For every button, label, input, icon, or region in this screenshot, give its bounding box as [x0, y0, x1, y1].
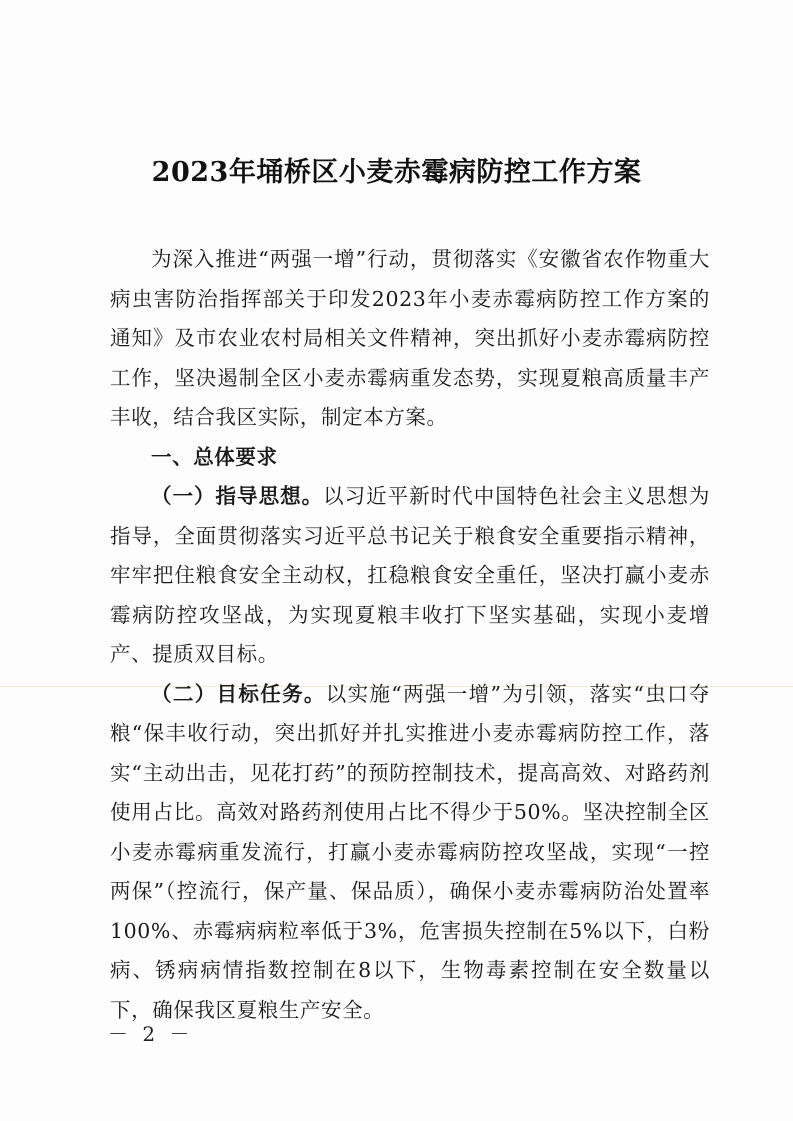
document-body	[110, 240, 710, 1030]
guiding-ideology-paragraph	[110, 477, 710, 675]
section-heading-general-requirements: 一、总体要求	[151, 444, 278, 469]
target-tasks-text: 以实施“两强一增”为引领，落实“虫口夺粮“保丰收行动，突出抓好并扎实推进小麦赤霉病防控工作，落实“主动出击，见花打药”的预防控制技术，提高高效、对路药剂使用占比。高效对路药剂使用占比不得少于50%。坚决控制全区小麦赤霉病重发流行，打赢小麦赤霉病防控攻坚战，实现“一控两保”（控流行，保产量、保品质），确保小麦赤霉病防治处置率100%、赤霉病病粒率低于3%，危害损失控制在5%以下，白粉病、锈病病情指数控制在8以下，生物毒素控制在安全数量以下，确保我区夏粮生产安全。	[110, 681, 710, 1022]
target-tasks-heading: （二）目标任务。	[151, 681, 326, 706]
guiding-ideology-text: 以习近平新时代中国特色社会主义思想为指导，全面贯彻落实习近平总书记关于粮食安全重要指示精神，牢牢把住粮食安全主动权，扛稳粮食安全重任，坚决打赢小麦赤霉病防控攻坚战，为实现夏粮丰收打下坚实基础，实现小麦增产、提质双目标。	[110, 484, 710, 666]
target-tasks-paragraph	[110, 675, 710, 1031]
document-title: 2023年埇桥区小麦赤霉病防控工作方案	[151, 157, 642, 188]
guiding-ideology-heading: （一）指导思想。	[151, 484, 324, 508]
page-number: － 2 －	[108, 1022, 194, 1046]
intro-paragraph: 为深入推进“两强一增”行动，贯彻落实《安徽省农作物重大病虫害防治指挥部关于印发2023年小麦赤霉病防控工作方案的通知》及市农业农村局相关文件精神，突出抓好小麦赤霉病防控工作，坚决遏制全区小麦赤霉病重发态势，实现夏粮高质量丰产丰收，结合我区实际，制定本方案。	[110, 247, 710, 429]
